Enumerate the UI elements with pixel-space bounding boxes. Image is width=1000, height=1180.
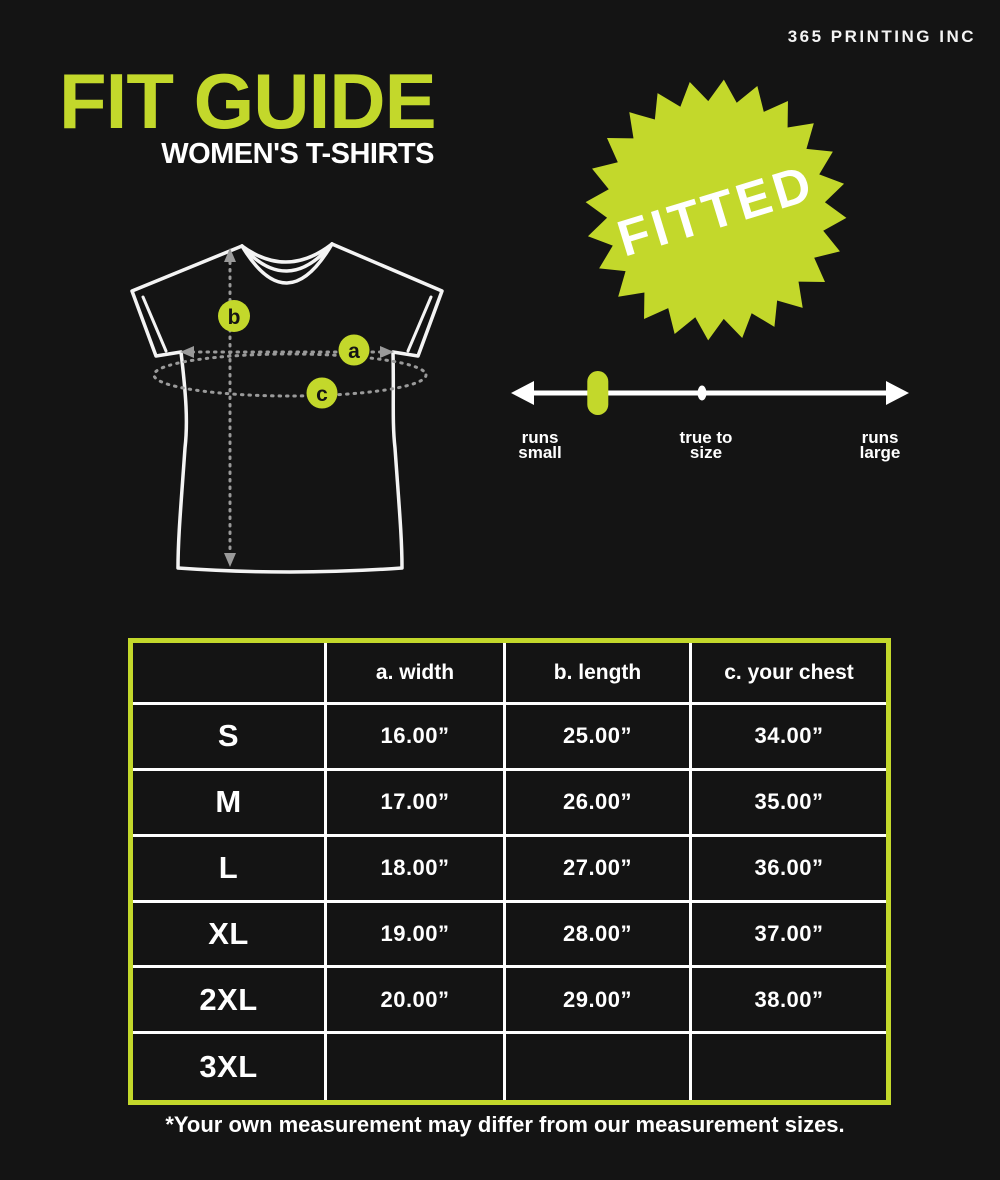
length-cell — [506, 1034, 692, 1100]
chest-cell: 37.00” — [692, 903, 886, 969]
header-cell-chest: c. your chest — [692, 643, 886, 705]
fitted-badge — [576, 70, 856, 350]
page-title: FIT GUIDE — [59, 57, 436, 145]
size-cell: L — [133, 837, 327, 903]
svg-text:c: c — [316, 383, 328, 406]
width-cell: 17.00” — [327, 771, 506, 837]
fit-scale-arrow — [505, 368, 915, 420]
scale-label-runs-small: runs small — [518, 428, 562, 462]
length-cell: 25.00” — [506, 705, 692, 771]
width-cell: 18.00” — [327, 837, 506, 903]
header-cell-width: a. width — [327, 643, 506, 705]
tshirt-measurement-diagram — [100, 220, 480, 600]
marker-c — [307, 378, 338, 409]
size-cell: 2XL — [133, 968, 327, 1034]
length-cell: 26.00” — [506, 771, 692, 837]
marker-b — [218, 300, 250, 332]
size-table — [128, 638, 891, 1105]
size-cell: XL — [133, 903, 327, 969]
width-cell: 16.00” — [327, 705, 506, 771]
marker-a — [339, 335, 370, 366]
page-subtitle: WOMEN'S T-SHIRTS — [161, 138, 434, 170]
left-cuff-line — [143, 297, 166, 351]
length-guide-line — [224, 248, 236, 567]
brand-name: 365 PRINTING INC — [787, 27, 976, 46]
scale-label-true-to-size: true to size — [679, 428, 733, 462]
width-cell: 19.00” — [327, 903, 506, 969]
arrow-left-icon — [511, 381, 534, 405]
chest-cell — [692, 1034, 886, 1100]
header-cell-empty — [133, 643, 327, 705]
length-cell: 29.00” — [506, 968, 692, 1034]
svg-text:b: b — [227, 306, 241, 329]
chest-cell: 36.00” — [692, 837, 886, 903]
arrow-right-icon — [886, 381, 909, 405]
scale-label-runs-large: runs large — [859, 428, 901, 462]
size-cell: M — [133, 771, 327, 837]
fit-indicator — [587, 371, 608, 415]
center-tick-icon — [698, 386, 707, 401]
chest-cell: 35.00” — [692, 771, 886, 837]
length-cell: 28.00” — [506, 903, 692, 969]
fit-scale — [505, 368, 915, 483]
right-cuff-line — [408, 297, 431, 351]
header-cell-length: b. length — [506, 643, 692, 705]
tshirt-outline-illustration — [100, 220, 480, 600]
width-cell: 20.00” — [327, 968, 506, 1034]
width-cell — [327, 1034, 506, 1100]
size-cell: 3XL — [133, 1034, 327, 1100]
fitted-badge-label: FITTED — [610, 153, 822, 267]
measurement-disclaimer: *Your own measurement may differ from our measurement sizes. — [165, 1112, 845, 1137]
length-cell: 27.00” — [506, 837, 692, 903]
chest-cell: 34.00” — [692, 705, 886, 771]
size-cell: S — [133, 705, 327, 771]
chest-guide-ellipse — [154, 354, 426, 396]
svg-text:a: a — [348, 340, 360, 363]
chest-cell: 38.00” — [692, 968, 886, 1034]
